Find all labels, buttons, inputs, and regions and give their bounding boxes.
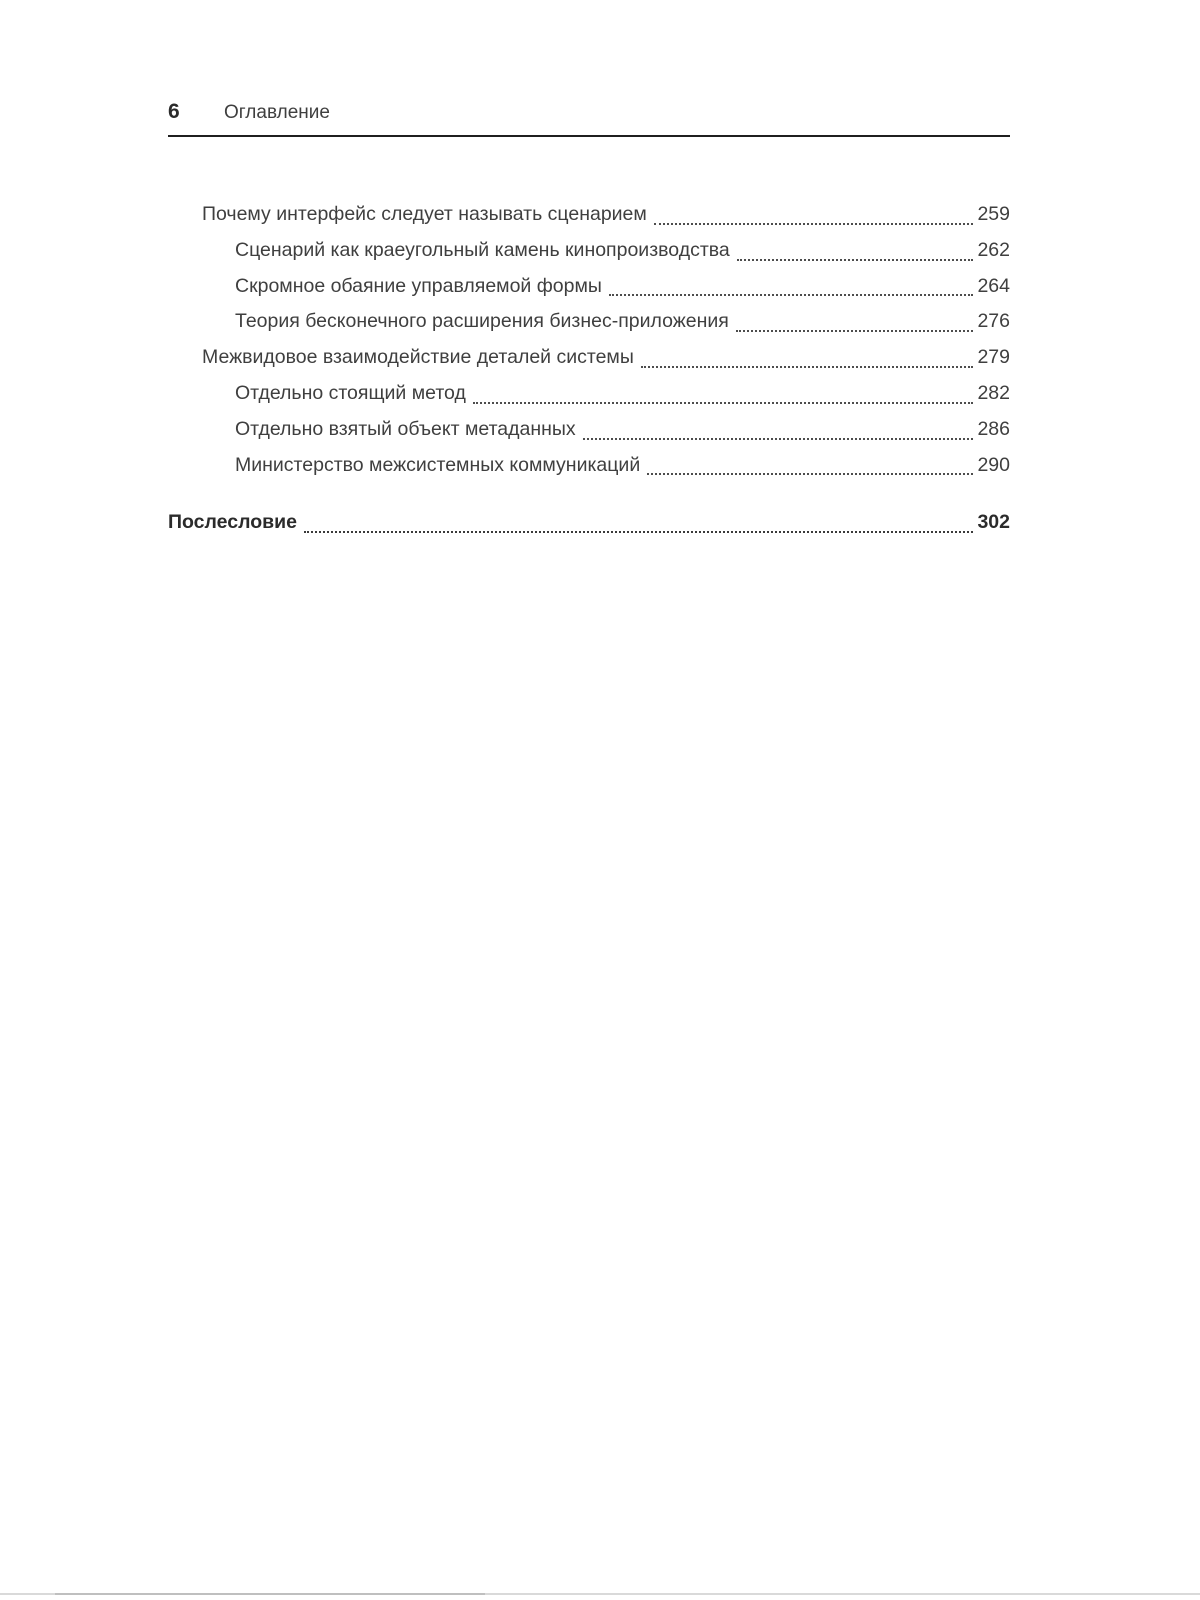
- toc-entry: [168, 412, 1010, 448]
- dot-leader: [641, 366, 974, 368]
- toc-entry-label: Сценарий как краеугольный камень кинопроизводства: [235, 238, 730, 261]
- toc-entry: [168, 340, 1010, 376]
- header-rule: [168, 135, 1010, 137]
- dot-leader: [609, 294, 974, 296]
- toc-entry-page: 259: [977, 203, 1010, 225]
- toc-entry-page: 286: [977, 417, 1010, 440]
- toc-entry: [168, 233, 1010, 269]
- toc-entry-page: 290: [977, 453, 1010, 476]
- dot-leader: [737, 259, 974, 261]
- toc-entry: [168, 448, 1010, 484]
- page-content: [168, 0, 1010, 541]
- toc-entry-label: Почему интерфейс следует называть сценарием: [202, 203, 647, 225]
- toc-entry: [168, 304, 1010, 340]
- toc-entry-page: 282: [977, 381, 1010, 404]
- toc-entry-label: Межвидовое взаимодействие деталей системы: [202, 346, 634, 369]
- toc-entry-label: Отдельно взятый объект метаданных: [235, 417, 576, 440]
- toc-entry: [168, 197, 1010, 233]
- page-number: 6: [168, 100, 180, 123]
- running-head: [168, 100, 1010, 124]
- toc-entry-page: 276: [977, 310, 1010, 333]
- toc-entry-label: Министерство межсистемных коммуникаций: [235, 453, 641, 476]
- dot-leader: [654, 223, 974, 225]
- toc-entry-page: 279: [977, 346, 1010, 369]
- dot-leader: [647, 473, 973, 475]
- toc-entry: [168, 269, 1010, 305]
- toc-entry: [168, 376, 1010, 412]
- toc-entry-page: 302: [977, 511, 1010, 534]
- dot-leader: [473, 402, 974, 404]
- toc-entry-label: Скромное обаяние управляемой формы: [235, 274, 602, 297]
- dot-leader: [736, 330, 974, 332]
- dot-leader: [583, 438, 974, 440]
- toc-entry-label: Теория бесконечного расширения бизнес-приложения: [235, 310, 729, 333]
- running-head-title: Оглавление: [224, 102, 330, 123]
- toc-entry-afterword: [168, 505, 1010, 541]
- toc-entry-label: Послесловие: [168, 511, 297, 534]
- toc-entry-page: 264: [977, 274, 1010, 297]
- toc-entry-page: 262: [977, 238, 1010, 261]
- dot-leader: [304, 531, 974, 533]
- page-bottom-edge-shadow: [55, 1593, 485, 1595]
- table-of-contents: [168, 197, 1010, 541]
- toc-entry-label: Отдельно стоящий метод: [235, 381, 466, 404]
